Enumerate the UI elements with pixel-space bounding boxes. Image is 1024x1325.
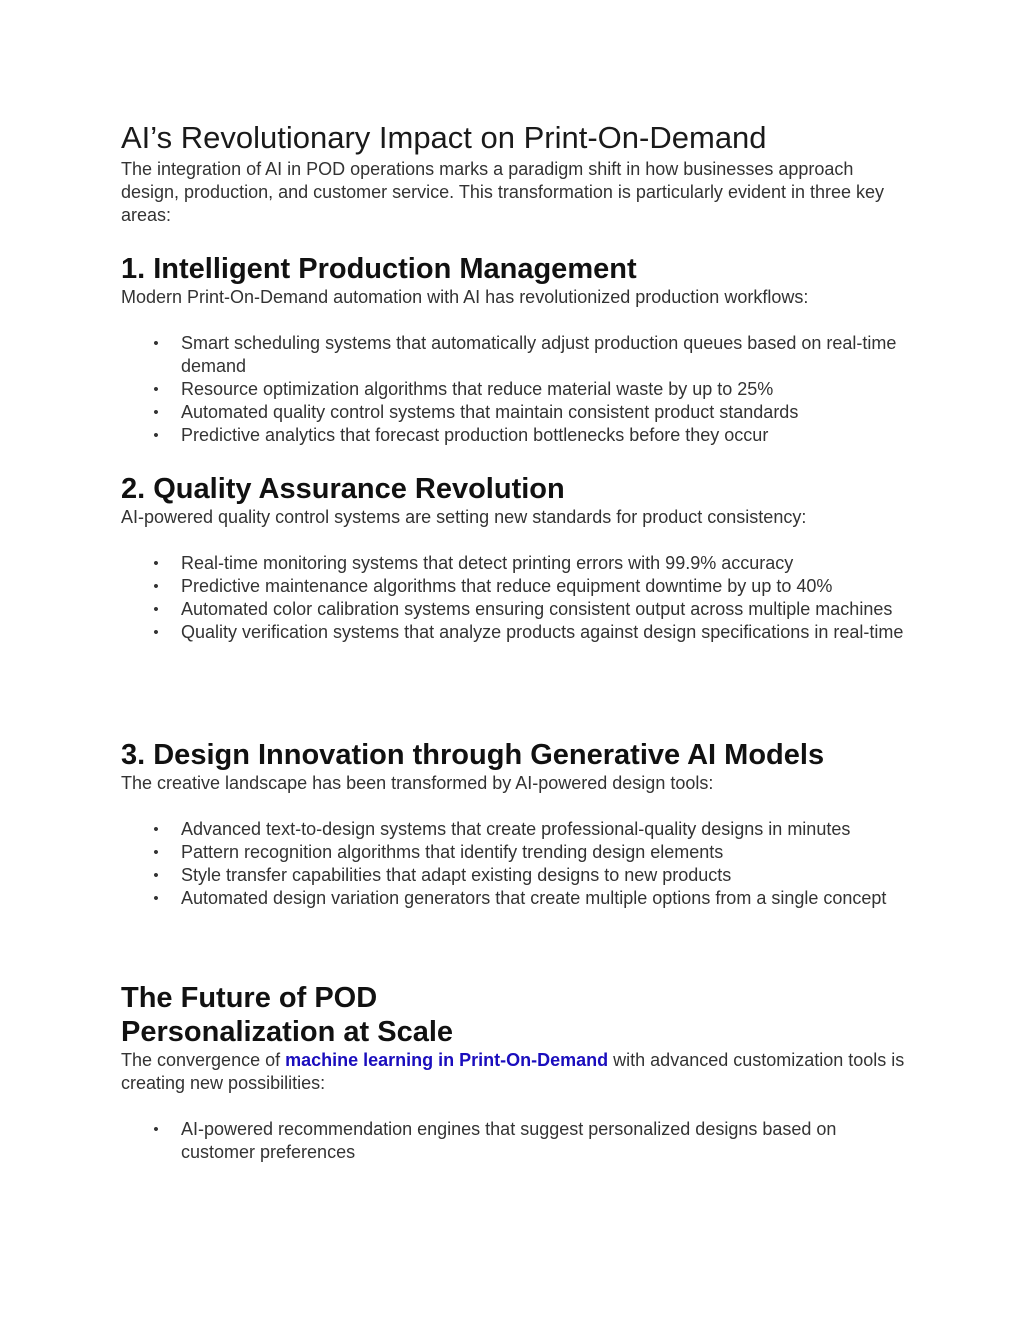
bullet-list [121, 818, 911, 910]
intro-paragraph: The integration of AI in POD operations marks a paradigm shift in how businesses approach design, production, and customer service. This transformation is particularly evident in three key areas: [121, 159, 885, 225]
section-lead: AI-powered quality control systems are setting new standards for product consistency: [121, 507, 807, 527]
bullet-icon: • [153, 1121, 159, 1138]
list-item: • Predictive maintenance algorithms that reduce equipment downtime by up to 40% [121, 575, 911, 598]
bullet-icon: • [153, 890, 159, 907]
section-quality [121, 472, 911, 644]
bullet-list [121, 552, 911, 644]
bullet-list [121, 332, 911, 447]
section-heading: 2. Quality Assurance Revolution [121, 473, 565, 505]
bullet-icon: • [153, 624, 159, 641]
section-subheading: Personalization at Scale [121, 1016, 454, 1048]
bullet-icon: • [153, 427, 159, 444]
list-item: • AI-powered recommendation engines that suggest personalized designs based on customer preferences [121, 1118, 911, 1164]
list-item: • Real-time monitoring systems that detect printing errors with 99.9% accuracy [121, 552, 911, 575]
list-item: • Quality verification systems that analyze products against design specifications in real-time [121, 621, 911, 644]
section-design [121, 738, 911, 910]
bullet-icon: • [153, 335, 159, 352]
list-item: • Smart scheduling systems that automatically adjust production queues based on real-time demand [121, 332, 911, 378]
list-item: • Style transfer capabilities that adapt existing designs to new products [121, 864, 911, 887]
list-item: • Automated color calibration systems ensuring consistent output across multiple machines [121, 598, 911, 621]
article-header [121, 118, 911, 227]
page-title: AI’s Revolutionary Impact on Print-On-Demand [121, 120, 767, 155]
section-future [121, 981, 911, 1164]
list-item: • Pattern recognition algorithms that identify trending design elements [121, 841, 911, 864]
section-lead: The convergence of machine learning in Print-On-Demand with advanced customization tools is creating new possibilities: [121, 1050, 905, 1093]
bullet-icon: • [153, 601, 159, 618]
section-heading: The Future of POD [121, 982, 378, 1014]
section-heading: 1. Intelligent Production Management [121, 253, 637, 285]
bullet-icon: • [153, 404, 159, 421]
bullet-list [121, 1118, 911, 1164]
list-item: • Resource optimization algorithms that reduce material waste by up to 25% [121, 378, 911, 401]
section-lead: The creative landscape has been transformed by AI-powered design tools: [121, 773, 714, 793]
section-lead: Modern Print-On-Demand automation with AI has revolutionized production workflows: [121, 287, 809, 307]
bullet-icon: • [153, 555, 159, 572]
list-item: • Automated quality control systems that maintain consistent product standards [121, 401, 911, 424]
section-production [121, 252, 911, 447]
section-heading: 3. Design Innovation through Generative AI Models [121, 739, 825, 771]
bullet-icon: • [153, 867, 159, 884]
list-item: • Predictive analytics that forecast production bottlenecks before they occur [121, 424, 911, 447]
bullet-icon: • [153, 821, 159, 838]
bullet-icon: • [153, 578, 159, 595]
list-item: • Automated design variation generators that create multiple options from a single concept [121, 887, 911, 910]
bullet-icon: • [153, 381, 159, 398]
bullet-icon: • [153, 844, 159, 861]
ml-pod-link[interactable]: machine learning in Print-On-Demand [285, 1050, 609, 1070]
list-item: • Advanced text-to-design systems that create professional-quality designs in minutes [121, 818, 911, 841]
